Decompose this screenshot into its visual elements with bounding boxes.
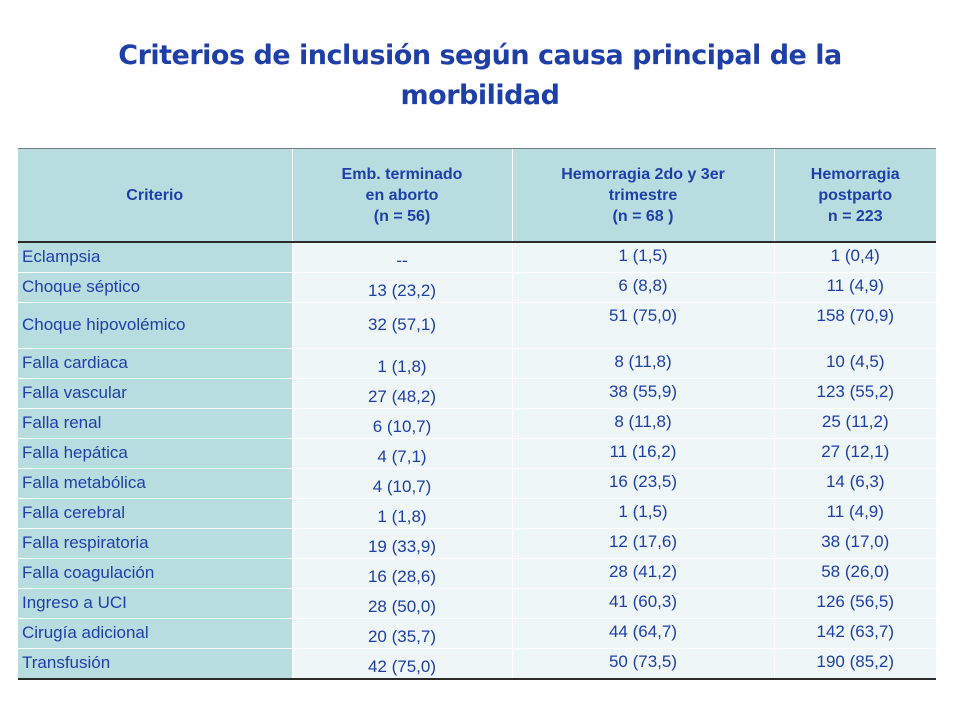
- cell-aborto: 32 (57,1): [292, 302, 512, 348]
- header-criterio-label: Criterio: [126, 186, 184, 204]
- header-aborto-line-1: Emb. terminado: [341, 165, 463, 183]
- cell-aborto: 16 (28,6): [292, 558, 512, 588]
- cell-aborto: 4 (10,7): [292, 468, 512, 498]
- cell-hemorragia: 1 (1,5): [512, 242, 774, 272]
- header-aborto-line-2: en aborto: [365, 186, 439, 204]
- header-aborto-line-3: (n = 56): [373, 207, 431, 225]
- cell-hemorragia: 8 (11,8): [512, 348, 774, 378]
- cell-postparto: 25 (11,2): [774, 408, 936, 438]
- cell-postparto: 190 (85,2): [774, 648, 936, 679]
- cell-postparto: 38 (17,0): [774, 528, 936, 558]
- cell-hemorragia: 51 (75,0): [512, 302, 774, 348]
- table-header: [18, 149, 936, 243]
- table-row: [18, 618, 936, 648]
- table-row: [18, 528, 936, 558]
- cell-criterio: Eclampsia: [18, 242, 292, 272]
- cell-aborto: --: [292, 242, 512, 272]
- cell-postparto: 14 (6,3): [774, 468, 936, 498]
- cell-aborto: 27 (48,2): [292, 378, 512, 408]
- table-row: [18, 348, 936, 378]
- cell-postparto: 158 (70,9): [774, 302, 936, 348]
- cell-aborto: 19 (33,9): [292, 528, 512, 558]
- cell-hemorragia: 50 (73,5): [512, 648, 774, 679]
- cell-criterio: Falla vascular: [18, 378, 292, 408]
- table-row: [18, 242, 936, 272]
- cell-criterio: Transfusión: [18, 648, 292, 679]
- cell-aborto: 28 (50,0): [292, 588, 512, 618]
- cell-hemorragia: 38 (55,9): [512, 378, 774, 408]
- table-row: [18, 378, 936, 408]
- header-postparto-line-3: n = 223: [827, 207, 883, 225]
- cell-aborto: 1 (1,8): [292, 498, 512, 528]
- cell-postparto: 11 (4,9): [774, 498, 936, 528]
- cell-postparto: 11 (4,9): [774, 272, 936, 302]
- cell-hemorragia: 41 (60,3): [512, 588, 774, 618]
- cell-postparto: 58 (26,0): [774, 558, 936, 588]
- header-postparto: [774, 149, 936, 243]
- cell-hemorragia: 1 (1,5): [512, 498, 774, 528]
- cell-aborto: 13 (23,2): [292, 272, 512, 302]
- table-row: [18, 648, 936, 679]
- table-row: [18, 272, 936, 302]
- table-row: [18, 438, 936, 468]
- cell-hemorragia: 28 (41,2): [512, 558, 774, 588]
- cell-aborto: 4 (7,1): [292, 438, 512, 468]
- cell-postparto: 10 (4,5): [774, 348, 936, 378]
- cell-postparto: 27 (12,1): [774, 438, 936, 468]
- cell-criterio: Falla cardiaca: [18, 348, 292, 378]
- table-row: [18, 468, 936, 498]
- cell-hemorragia: 6 (8,8): [512, 272, 774, 302]
- cell-hemorragia: 8 (11,8): [512, 408, 774, 438]
- cell-postparto: 126 (56,5): [774, 588, 936, 618]
- cell-aborto: 20 (35,7): [292, 618, 512, 648]
- table-row: [18, 558, 936, 588]
- table-body: [18, 242, 936, 679]
- cell-criterio: Falla renal: [18, 408, 292, 438]
- cell-hemorragia: 44 (64,7): [512, 618, 774, 648]
- header-hemorragia-line-1: Hemorragia 2do y 3er: [561, 165, 725, 183]
- cell-criterio: Falla respiratoria: [18, 528, 292, 558]
- cell-criterio: Falla cerebral: [18, 498, 292, 528]
- cell-aborto: 6 (10,7): [292, 408, 512, 438]
- header-row: [18, 149, 936, 243]
- cell-aborto: 1 (1,8): [292, 348, 512, 378]
- cell-criterio: Ingreso a UCI: [18, 588, 292, 618]
- table-row: [18, 588, 936, 618]
- inclusion-criteria-table: [18, 148, 936, 680]
- cell-criterio: Cirugía adicional: [18, 618, 292, 648]
- cell-aborto: 42 (75,0): [292, 648, 512, 679]
- page-title: Criterios de inclusión según causa principal de la morbilidad: [118, 40, 842, 111]
- cell-criterio: Choque séptico: [18, 272, 292, 302]
- header-postparto-line-2: postparto: [818, 186, 893, 204]
- cell-criterio: Falla coagulación: [18, 558, 292, 588]
- header-aborto: [292, 149, 512, 243]
- cell-postparto: 1 (0,4): [774, 242, 936, 272]
- table-row: [18, 408, 936, 438]
- header-hemorragia-line-2: trimestre: [608, 186, 678, 204]
- table-row: [18, 498, 936, 528]
- cell-criterio: Falla hepática: [18, 438, 292, 468]
- header-hemorragia: [512, 149, 774, 243]
- header-hemorragia-line-3: (n = 68 ): [612, 207, 674, 225]
- header-postparto-line-1: Hemorragia: [810, 165, 900, 183]
- cell-criterio: Choque hipovolémico: [18, 302, 292, 348]
- cell-postparto: 142 (63,7): [774, 618, 936, 648]
- cell-hemorragia: 12 (17,6): [512, 528, 774, 558]
- table-row: [18, 302, 936, 348]
- cell-hemorragia: 16 (23,5): [512, 468, 774, 498]
- cell-postparto: 123 (55,2): [774, 378, 936, 408]
- cell-criterio: Falla metabólica: [18, 468, 292, 498]
- inclusion-criteria-table-wrapper: [18, 148, 936, 680]
- cell-hemorragia: 11 (16,2): [512, 438, 774, 468]
- header-criterio: [18, 149, 292, 243]
